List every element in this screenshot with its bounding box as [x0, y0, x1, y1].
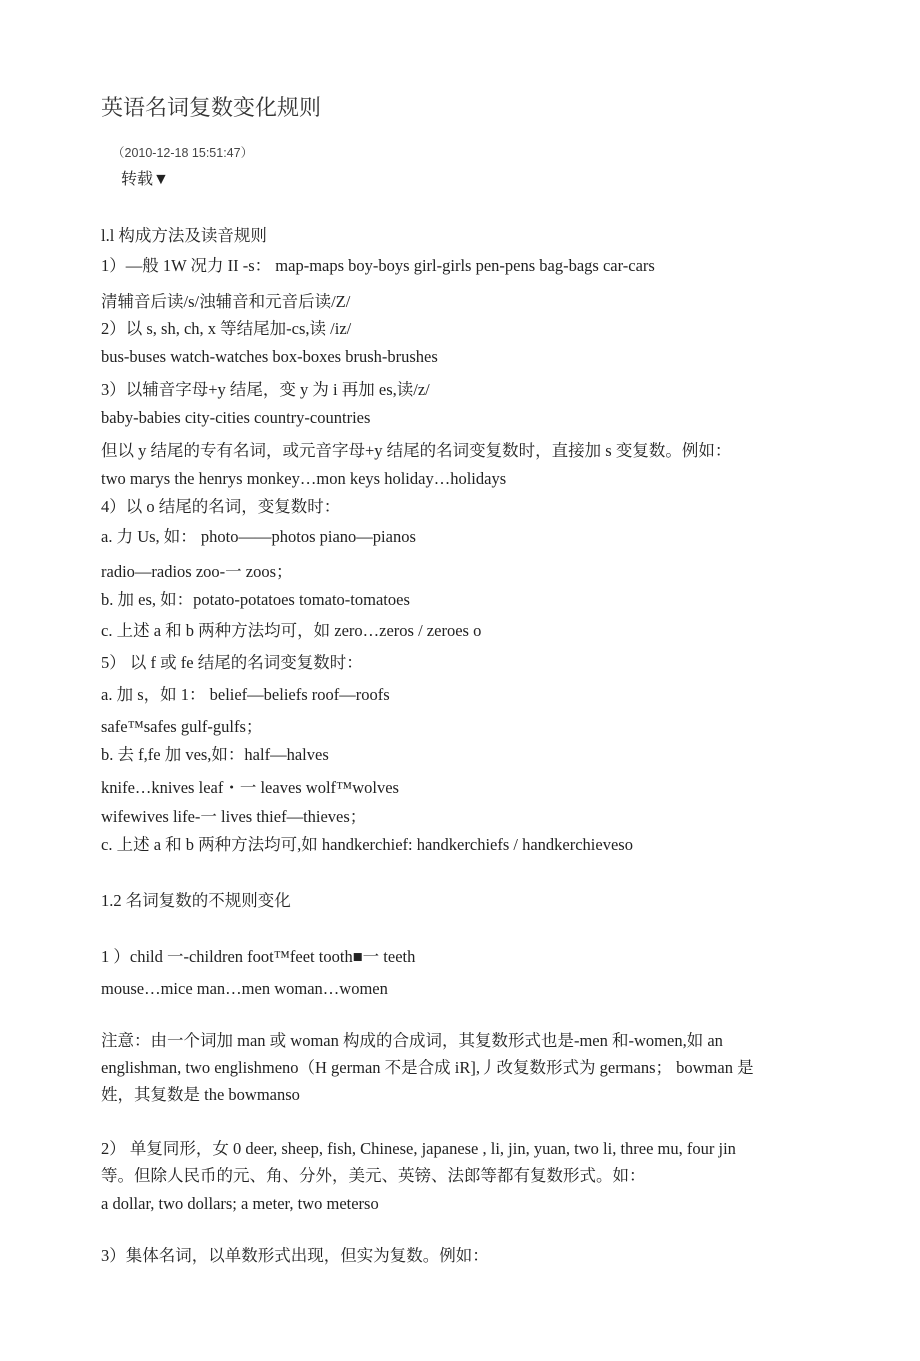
- text-line: 2）以 s, sh, ch, x 等结尾加-cs,读 /iz/: [101, 319, 352, 338]
- text-line: radio—radios zoo-一 zoos；: [101, 562, 293, 581]
- text-line: bus-buses watch-watches box-boxes brush-brushes: [101, 347, 438, 366]
- text-line: mouse…mice man…men woman…women: [101, 979, 388, 998]
- text-line: 3）集体名词，以单数形式出现，但实为复数。例如：: [101, 1246, 489, 1265]
- text-line: a. 加 s，如 1： belief—beliefs roof—roofs: [101, 685, 390, 704]
- post-date: （2010-12-18 15:51:47）: [112, 146, 254, 160]
- text-line: 5） 以 f 或 fe 结尾的名词变复数时：: [101, 653, 363, 672]
- text-line: safe™safes gulf-gulfs；: [101, 717, 263, 736]
- text-line: 等。但除人民币的元、角、分外，美元、英镑、法郎等都有复数形式。如：: [101, 1166, 646, 1185]
- text-line: baby-babies city-cities country-countries: [101, 408, 371, 427]
- text-line: knife…knives leaf・一 leaves wolf™wolves: [101, 778, 399, 797]
- text-line: 2） 单复同形，女 0 deer, sheep, fish, Chinese, japanese , li, jin, yuan, two li, three mu, four jin: [101, 1139, 736, 1158]
- text-line: b. 去 f,fe 加 ves,如：half—halves: [101, 745, 329, 764]
- text-line: 姓，其复数是 the bowmanso: [101, 1085, 300, 1104]
- text-line: 4）以 o 结尾的名词，变复数时：: [101, 497, 341, 516]
- text-line: 1）—般 1W 况力 II -s： map-maps boy-boys girl-girls pen-pens bag-bags car-cars: [101, 256, 655, 275]
- page-title: 英语名词复数变化规则: [101, 96, 322, 121]
- text-line: b. 加 es, 如：potato-potatoes tomato-tomatoes: [101, 590, 410, 609]
- section-heading: l.l 构成方法及读音规则: [101, 226, 267, 245]
- text-line: englishman, two englishmeno（H german 不是合成 iR],丿改复数形式为 germans； bowman 是: [101, 1058, 754, 1077]
- text-line: c. 上述 a 和 b 两种方法均可，如 zero…zeros / zeroes o: [101, 621, 482, 640]
- text-line: 清辅音后读/s/浊辅音和元音后读/Z/: [101, 292, 351, 311]
- text-line: c. 上述 a 和 b 两种方法均可,如 handkerchief: handkerchiefs / handkerchieveso: [101, 835, 633, 854]
- repost-link[interactable]: 转载▼: [121, 171, 169, 188]
- text-line: a. 力 Us, 如： photo——photos piano—pianos: [101, 527, 416, 546]
- text-line: 但以 y 结尾的专有名词，或元音字母+y 结尾的名词变复数时，直接加 s 变复数。例如：: [101, 441, 732, 460]
- text-line: 注意：由一个词加 man 或 woman 构成的合成词，其复数形式也是-men 和-women,如 an: [101, 1031, 723, 1050]
- text-line: 3）以辅音字母+y 结尾，变 y 为 i 再加 es,读/z/: [101, 380, 430, 399]
- text-line: 1 ）child 一-children foot™feet tooth■一 teeth: [101, 947, 416, 966]
- text-line: two marys the henrys monkey…mon keys holiday…holidays: [101, 469, 507, 488]
- text-line: a dollar, two dollars; a meter, two meterso: [101, 1194, 379, 1213]
- section-heading: 1.2 名词复数的不规则变化: [101, 891, 291, 910]
- text-line: wifewives life-一 lives thief—thieves；: [101, 807, 367, 826]
